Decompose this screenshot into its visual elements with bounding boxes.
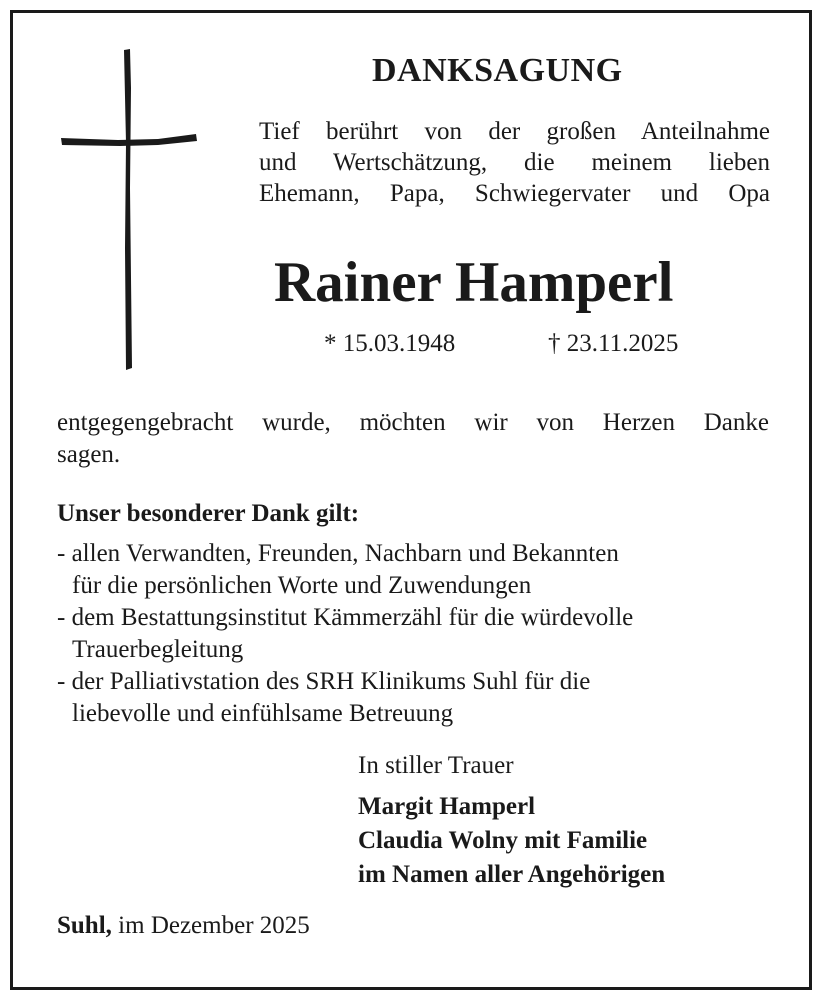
body-line: entgegengebracht wurde, möchten wir von Herzen Danke — [57, 409, 769, 436]
body-line: sagen. — [57, 441, 121, 468]
intro-line: und Wertschätzung, die meinem lieben — [259, 149, 770, 176]
place-date — [57, 912, 310, 940]
thanks-list — [57, 538, 633, 730]
thanks-heading: Unser besonderer Dank gilt: — [57, 500, 360, 527]
intro-line: Ehemann, Papa, Schwiegervater und Opa — [259, 180, 770, 207]
deceased-name: Rainer Hamperl — [274, 251, 674, 314]
list-item-continuation: Trauerbegleitung — [72, 636, 244, 663]
signer-name: Claudia Wolny mit Familie — [358, 827, 648, 854]
list-item-continuation: für die persönlichen Worte und Zuwendungen — [72, 572, 532, 599]
intro-line: Tief berührt von der großen Anteilnahme — [259, 118, 770, 145]
birth-date: * 15.03.1948 — [324, 330, 456, 357]
death-date: † 23.11.2025 — [548, 330, 679, 357]
signers — [358, 790, 665, 892]
place-name: Suhl, — [57, 912, 112, 939]
list-item-continuation: liebevolle und einfühlsame Betreuung — [72, 700, 454, 727]
list-item: - allen Verwandten, Freunden, Nachbarn und Bekannten — [57, 540, 619, 567]
signer-name: im Namen aller Angehörigen — [358, 861, 666, 888]
body-text — [57, 407, 769, 471]
notice-heading: DANKSAGUNG — [372, 52, 623, 89]
list-item: - dem Bestattungsinstitut Kämmerzähl für die würdevolle — [57, 604, 634, 631]
notice-date: im Dezember 2025 — [111, 912, 310, 939]
mourning-label: In stiller Trauer — [358, 752, 514, 779]
cross-icon — [58, 48, 198, 372]
list-item: - der Palliativstation des SRH Klinikums Suhl für die — [57, 668, 591, 695]
intro-text — [259, 116, 770, 209]
signer-name: Margit Hamperl — [358, 793, 536, 820]
